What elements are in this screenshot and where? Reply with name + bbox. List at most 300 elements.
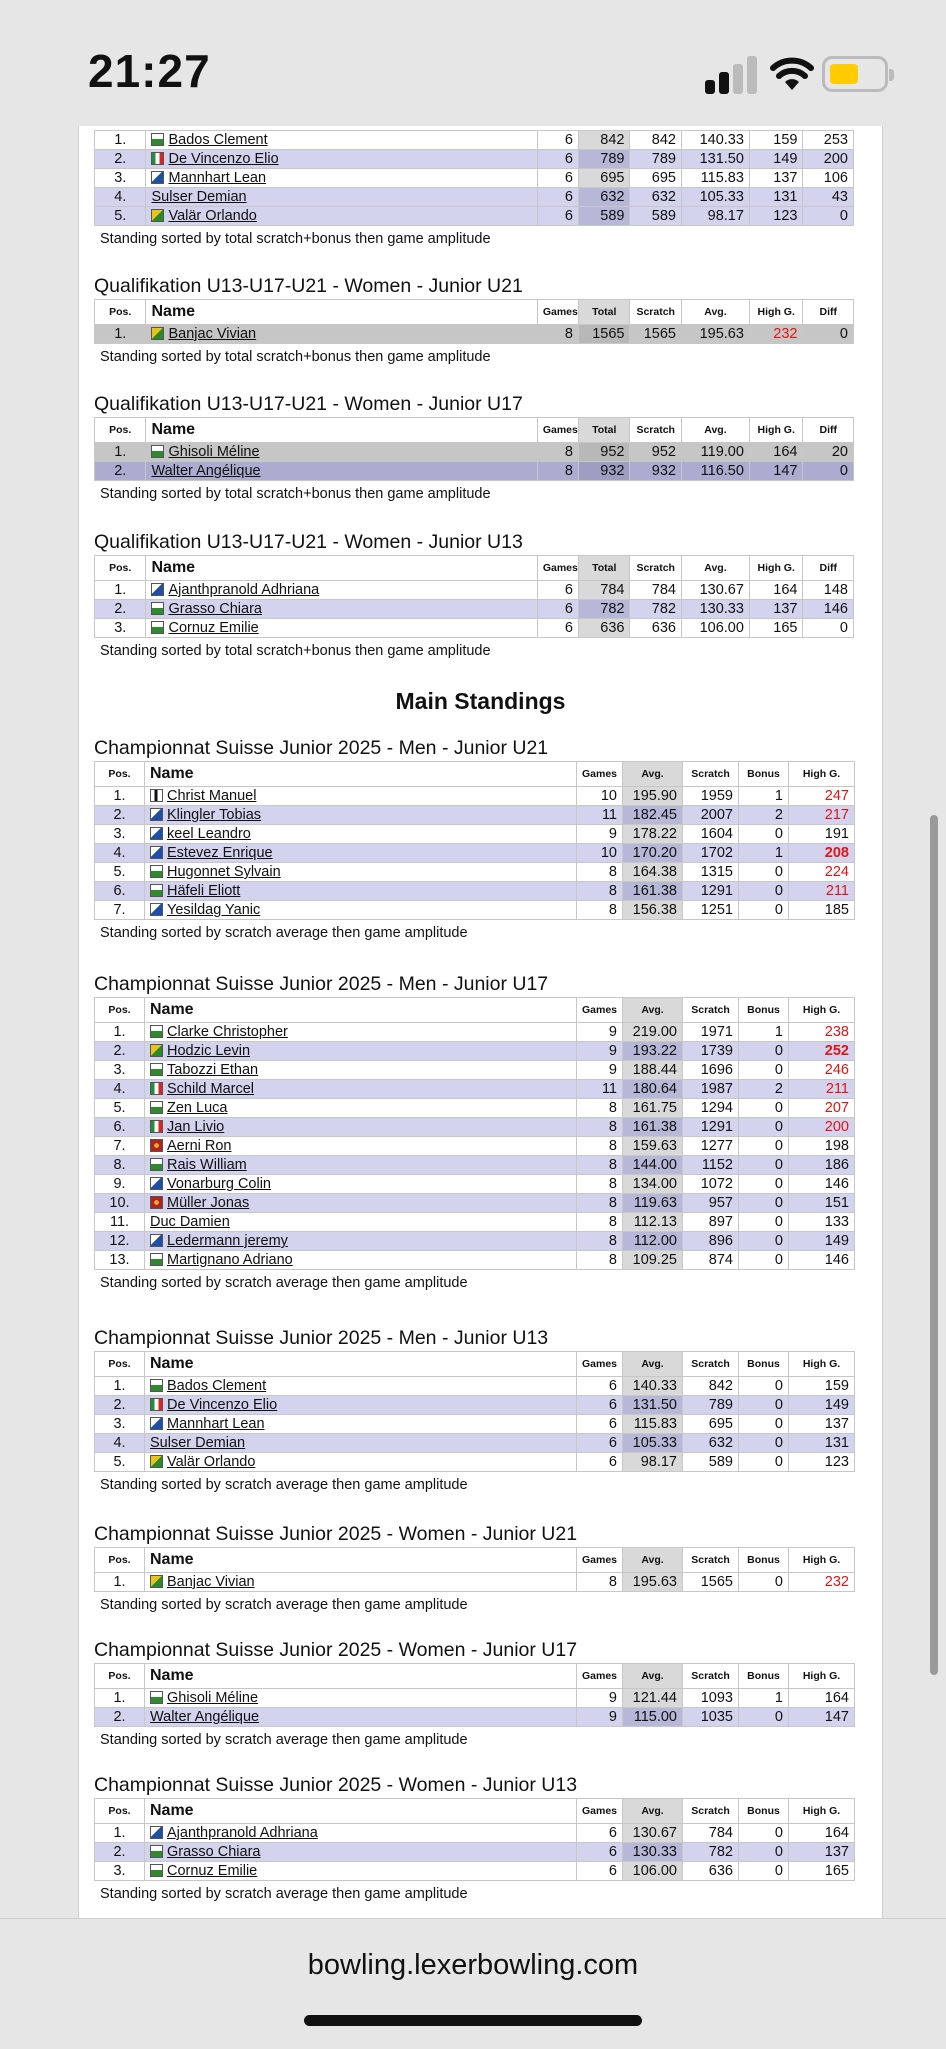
pos-cell: 1. xyxy=(95,1689,145,1708)
pos-cell: 3. xyxy=(95,1862,145,1881)
table-row xyxy=(95,1824,855,1843)
col-avg: Avg. xyxy=(681,556,749,581)
player-link[interactable]: Aerni Ron xyxy=(167,1138,232,1154)
table-row xyxy=(95,1396,855,1415)
club-flag-icon xyxy=(150,865,163,878)
avg-cell: 121.44 xyxy=(623,1689,683,1708)
pos-cell: 4. xyxy=(95,1080,145,1099)
games-cell: 6 xyxy=(577,1824,623,1843)
club-flag-icon xyxy=(150,846,163,859)
player-link[interactable]: Müller Jonas xyxy=(167,1195,250,1211)
player-link[interactable]: Christ Manuel xyxy=(167,788,257,804)
player-name-cell xyxy=(145,1213,577,1232)
player-link[interactable]: Grasso Chiara xyxy=(167,1844,261,1860)
qualification-table xyxy=(94,299,854,344)
player-name-cell xyxy=(145,1099,577,1118)
sort-note: Standing sorted by scratch average then game amplitude xyxy=(100,1732,468,1748)
total-cell: 695 xyxy=(579,169,630,188)
diff-cell: 146 xyxy=(803,600,854,619)
pos-cell: 1. xyxy=(95,787,145,806)
high-game-cell: 137 xyxy=(749,600,803,619)
scratch-cell: 1035 xyxy=(683,1708,739,1727)
player-link[interactable]: Duc Damien xyxy=(150,1214,230,1230)
bonus-cell: 0 xyxy=(739,1175,789,1194)
scratch-cell: 632 xyxy=(630,188,681,207)
table-row xyxy=(95,1232,855,1251)
player-name-cell xyxy=(146,131,537,150)
col-avg: Avg. xyxy=(623,1799,683,1824)
section-title: Qualifikation U13-U17-U21 - Women - Junior U13 xyxy=(94,531,523,553)
standings-table xyxy=(94,1798,855,1881)
cellular-signal-icon xyxy=(705,56,757,94)
player-link[interactable]: keel Leandro xyxy=(167,826,251,842)
table-row xyxy=(95,1175,855,1194)
games-cell: 9 xyxy=(577,825,623,844)
col-scratch: Scratch xyxy=(630,556,681,581)
pos-cell: 1. xyxy=(95,581,146,600)
bonus-cell: 0 xyxy=(739,1708,789,1727)
diff-cell: 0 xyxy=(803,462,854,481)
scratch-cell: 1072 xyxy=(683,1175,739,1194)
pos-cell: 12. xyxy=(95,1232,145,1251)
table-row xyxy=(95,1377,855,1396)
high-game-cell: 159 xyxy=(749,131,803,150)
avg-cell: 131.50 xyxy=(681,150,749,169)
player-name-cell xyxy=(145,825,577,844)
qualification-table xyxy=(94,555,854,638)
high-game-cell: 246 xyxy=(789,1061,855,1080)
qualification-men-u13-section xyxy=(94,130,854,252)
col-scratch: Scratch xyxy=(683,1352,739,1377)
scratch-cell: 957 xyxy=(683,1194,739,1213)
high-game-cell: 247 xyxy=(789,787,855,806)
scratch-cell: 1604 xyxy=(683,825,739,844)
web-page[interactable] xyxy=(78,126,883,1918)
player-link[interactable]: Martignano Adriano xyxy=(167,1252,293,1268)
col-high: High G. xyxy=(789,998,855,1023)
bonus-cell: 0 xyxy=(739,1118,789,1137)
avg-cell: 180.64 xyxy=(623,1080,683,1099)
games-cell: 9 xyxy=(577,1042,623,1061)
pos-cell: 8. xyxy=(95,1156,145,1175)
bonus-cell: 2 xyxy=(739,1080,789,1099)
avg-cell: 164.38 xyxy=(623,863,683,882)
player-link[interactable]: Ajanthpranold Adhriana xyxy=(167,1825,318,1841)
player-name-cell xyxy=(145,1573,577,1592)
diff-cell: 43 xyxy=(803,188,854,207)
col-total: Total xyxy=(579,300,630,325)
main-standings-section xyxy=(94,736,855,946)
player-link[interactable]: Estevez Enrique xyxy=(167,845,273,861)
high-game-cell: 123 xyxy=(749,207,803,226)
games-cell: 8 xyxy=(577,1251,623,1270)
avg-cell: 134.00 xyxy=(623,1175,683,1194)
player-link[interactable]: De Vincenzo Elio xyxy=(168,151,279,167)
player-link[interactable]: Clarke Christopher xyxy=(167,1024,288,1040)
club-flag-icon xyxy=(150,1082,163,1095)
games-cell: 9 xyxy=(577,1689,623,1708)
player-name-cell xyxy=(145,1080,577,1099)
bonus-cell: 0 xyxy=(739,1396,789,1415)
pos-cell: 6. xyxy=(95,882,145,901)
col-name: Name xyxy=(145,1799,577,1824)
table-row xyxy=(95,1061,855,1080)
high-game-cell: 207 xyxy=(789,1099,855,1118)
section-title: Championnat Suisse Junior 2025 - Men - Junior U13 xyxy=(94,1327,549,1349)
games-cell: 9 xyxy=(577,1061,623,1080)
scratch-cell: 1987 xyxy=(683,1080,739,1099)
games-cell: 6 xyxy=(577,1453,623,1472)
avg-cell: 140.33 xyxy=(623,1377,683,1396)
scratch-cell: 1565 xyxy=(630,325,681,344)
player-link[interactable]: Yesildag Yanic xyxy=(167,902,261,918)
col-pos: Pos. xyxy=(95,556,146,581)
avg-cell: 161.38 xyxy=(623,882,683,901)
player-link[interactable]: Banjac Vivian xyxy=(168,326,257,342)
player-link[interactable]: Valär Orlando xyxy=(167,1454,256,1470)
scratch-cell: 695 xyxy=(683,1415,739,1434)
club-flag-icon xyxy=(150,1417,163,1430)
player-name-cell xyxy=(146,600,537,619)
high-game-cell: 137 xyxy=(789,1843,855,1862)
player-link[interactable]: Tabozzi Ethan xyxy=(167,1062,259,1078)
bonus-cell: 0 xyxy=(739,863,789,882)
col-name: Name xyxy=(146,300,537,325)
high-game-cell: 217 xyxy=(789,806,855,825)
player-link[interactable]: Ajanthpranold Adhriana xyxy=(168,582,320,598)
player-link[interactable]: De Vincenzo Elio xyxy=(167,1397,278,1413)
col-pos: Pos. xyxy=(95,1352,145,1377)
player-link[interactable]: Walter Angélique xyxy=(150,1709,260,1725)
player-link[interactable]: Hodzic Levin xyxy=(167,1043,251,1059)
games-cell: 6 xyxy=(537,150,578,169)
high-game-cell: 131 xyxy=(789,1434,855,1453)
standings-table xyxy=(94,761,855,920)
avg-cell: 130.33 xyxy=(623,1843,683,1862)
bonus-cell: 0 xyxy=(739,1434,789,1453)
scratch-cell: 1291 xyxy=(683,1118,739,1137)
games-cell: 8 xyxy=(577,1232,623,1251)
table-row xyxy=(95,1137,855,1156)
qualification-section xyxy=(94,392,854,507)
player-link[interactable]: Rais William xyxy=(167,1157,247,1173)
high-game-cell: 146 xyxy=(789,1175,855,1194)
col-pos: Pos. xyxy=(95,998,145,1023)
avg-cell: 112.13 xyxy=(623,1213,683,1232)
player-name-cell xyxy=(146,581,537,600)
avg-cell: 105.33 xyxy=(623,1434,683,1453)
games-cell: 10 xyxy=(577,787,623,806)
battery-icon xyxy=(822,56,888,92)
col-pos: Pos. xyxy=(95,1548,145,1573)
club-flag-icon xyxy=(150,1845,163,1858)
col-name: Name xyxy=(145,762,577,787)
player-link[interactable]: Bados Clement xyxy=(168,132,268,148)
games-cell: 11 xyxy=(577,1080,623,1099)
pos-cell: 1. xyxy=(95,131,146,150)
col-high: High G. xyxy=(789,1352,855,1377)
sort-note: Standing sorted by total scratch+bonus then game amplitude xyxy=(100,231,491,247)
diff-cell: 253 xyxy=(803,131,854,150)
player-link[interactable]: Cornuz Emilie xyxy=(167,1863,258,1879)
avg-cell: 106.00 xyxy=(681,619,749,638)
section-title: Championnat Suisse Junior 2025 - Men - Junior U21 xyxy=(94,737,549,759)
club-flag-icon xyxy=(151,133,164,146)
total-cell: 789 xyxy=(579,150,630,169)
games-cell: 8 xyxy=(577,1156,623,1175)
player-link[interactable]: Schild Marcel xyxy=(167,1081,255,1097)
club-flag-icon xyxy=(151,171,164,184)
club-flag-icon xyxy=(150,1025,163,1038)
scratch-cell: 784 xyxy=(683,1824,739,1843)
bonus-cell: 0 xyxy=(739,1194,789,1213)
high-game-cell: 164 xyxy=(749,581,803,600)
bonus-cell: 0 xyxy=(739,1232,789,1251)
high-game-cell: 191 xyxy=(789,825,855,844)
player-name-cell xyxy=(145,787,577,806)
col-avg: Avg. xyxy=(623,1664,683,1689)
avg-cell: 195.90 xyxy=(623,787,683,806)
col-avg: Avg. xyxy=(623,1548,683,1573)
sort-note: Standing sorted by scratch average then game amplitude xyxy=(100,1477,468,1493)
high-game-cell: 164 xyxy=(789,1824,855,1843)
games-cell: 8 xyxy=(577,1137,623,1156)
col-games: Games xyxy=(577,998,623,1023)
player-name-cell xyxy=(145,1862,577,1881)
pos-cell: 5. xyxy=(95,207,146,226)
player-name-cell xyxy=(145,1453,577,1472)
pos-cell: 5. xyxy=(95,863,145,882)
avg-cell: 195.63 xyxy=(681,325,749,344)
player-name-cell xyxy=(146,325,537,344)
club-flag-icon xyxy=(150,1196,163,1209)
club-flag-icon xyxy=(151,327,164,340)
total-cell: 636 xyxy=(579,619,630,638)
col-diff: Diff xyxy=(803,300,854,325)
table-header-row xyxy=(95,998,855,1023)
diff-cell: 148 xyxy=(803,581,854,600)
table-row xyxy=(95,863,855,882)
high-game-cell: 185 xyxy=(789,901,855,920)
pos-cell: 1. xyxy=(95,1023,145,1042)
high-game-cell: 146 xyxy=(789,1251,855,1270)
club-flag-icon xyxy=(150,1379,163,1392)
scratch-cell: 632 xyxy=(683,1434,739,1453)
scratch-cell: 896 xyxy=(683,1232,739,1251)
col-scratch: Scratch xyxy=(683,998,739,1023)
bonus-cell: 0 xyxy=(739,1061,789,1080)
table-header-row xyxy=(95,1799,855,1824)
player-link[interactable]: Ghisoli Méline xyxy=(167,1690,259,1706)
club-flag-icon xyxy=(151,152,164,165)
scratch-cell: 589 xyxy=(683,1453,739,1472)
scratch-cell: 1251 xyxy=(683,901,739,920)
player-link[interactable]: Hugonnet Sylvain xyxy=(167,864,281,880)
col-avg: Avg. xyxy=(623,762,683,787)
sort-note: Standing sorted by total scratch+bonus then game amplitude xyxy=(100,349,491,365)
table-row xyxy=(95,1434,855,1453)
club-flag-icon xyxy=(151,602,164,615)
table-row xyxy=(95,581,854,600)
scratch-cell: 1152 xyxy=(683,1156,739,1175)
player-link[interactable]: Ledermann jeremy xyxy=(167,1233,288,1249)
pos-cell: 1. xyxy=(95,1377,145,1396)
avg-cell: 130.67 xyxy=(681,581,749,600)
high-game-cell: 165 xyxy=(789,1862,855,1881)
player-name-cell xyxy=(145,1434,577,1453)
table-row xyxy=(95,844,855,863)
pos-cell: 2. xyxy=(95,1042,145,1061)
player-link[interactable]: Sulser Demian xyxy=(150,1435,246,1451)
pos-cell: 2. xyxy=(95,600,146,619)
player-link[interactable]: Vonarburg Colin xyxy=(167,1176,271,1192)
pos-cell: 7. xyxy=(95,901,145,920)
player-link[interactable]: Bados Clement xyxy=(167,1378,267,1394)
club-flag-icon xyxy=(150,1253,163,1266)
bonus-cell: 0 xyxy=(739,1862,789,1881)
diff-cell: 0 xyxy=(803,619,854,638)
high-game-cell: 149 xyxy=(749,150,803,169)
player-name-cell xyxy=(146,443,537,462)
player-name-cell xyxy=(146,462,537,481)
avg-cell: 140.33 xyxy=(681,131,749,150)
table-row xyxy=(95,1118,855,1137)
player-link[interactable]: Ghisoli Méline xyxy=(168,444,260,460)
section-title: Championnat Suisse Junior 2025 - Women - Junior U17 xyxy=(94,1639,578,1661)
player-name-cell xyxy=(146,188,537,207)
player-name-cell xyxy=(145,1137,577,1156)
scratch-cell: 1093 xyxy=(683,1689,739,1708)
pos-cell: 2. xyxy=(95,462,146,481)
player-link[interactable]: Sulser Demian xyxy=(151,189,247,205)
col-avg: Avg. xyxy=(623,998,683,1023)
club-flag-icon xyxy=(150,1158,163,1171)
player-link[interactable]: Jan Livio xyxy=(167,1119,225,1135)
avg-cell: 115.00 xyxy=(623,1708,683,1727)
table-row xyxy=(95,462,854,481)
games-cell: 8 xyxy=(577,1194,623,1213)
player-name-cell xyxy=(145,1194,577,1213)
table-header-row xyxy=(95,556,854,581)
club-flag-icon xyxy=(151,209,164,222)
player-name-cell xyxy=(145,844,577,863)
high-game-cell: 164 xyxy=(749,443,803,462)
qualification-section xyxy=(94,274,854,370)
player-link[interactable]: Mannhart Lean xyxy=(167,1416,265,1432)
col-name: Name xyxy=(145,1548,577,1573)
avg-cell: 116.50 xyxy=(681,462,749,481)
scratch-cell: 932 xyxy=(630,462,681,481)
games-cell: 8 xyxy=(577,863,623,882)
player-link[interactable]: Walter Angélique xyxy=(151,463,261,479)
club-flag-icon xyxy=(150,1826,163,1839)
games-cell: 6 xyxy=(577,1377,623,1396)
col-high: High G. xyxy=(749,300,803,325)
status-time: 21:27 xyxy=(88,45,211,97)
col-avg: Avg. xyxy=(623,1352,683,1377)
player-link[interactable]: Valär Orlando xyxy=(168,208,257,224)
col-high: High G. xyxy=(789,1548,855,1573)
table-row xyxy=(95,1708,855,1727)
col-games: Games xyxy=(577,762,623,787)
col-name: Name xyxy=(146,556,537,581)
scratch-cell: 782 xyxy=(683,1843,739,1862)
games-cell: 8 xyxy=(577,1099,623,1118)
qualification-table xyxy=(94,417,854,481)
avg-cell: 170.20 xyxy=(623,844,683,863)
scratch-cell: 1971 xyxy=(683,1023,739,1042)
club-flag-icon xyxy=(150,1063,163,1076)
player-name-cell xyxy=(145,1689,577,1708)
scratch-cell: 789 xyxy=(630,150,681,169)
sort-note: Standing sorted by total scratch+bonus then game amplitude xyxy=(100,486,491,502)
url-display[interactable]: bowling.lexerbowling.com xyxy=(307,1949,639,1981)
col-pos: Pos. xyxy=(95,300,146,325)
table-row xyxy=(95,600,854,619)
high-game-cell: 159 xyxy=(789,1377,855,1396)
scratch-cell: 1291 xyxy=(683,882,739,901)
games-cell: 6 xyxy=(577,1415,623,1434)
pos-cell: 2. xyxy=(95,1708,145,1727)
player-name-cell xyxy=(145,1023,577,1042)
games-cell: 6 xyxy=(537,188,578,207)
high-game-cell: 133 xyxy=(789,1213,855,1232)
table-header-row xyxy=(95,1548,855,1573)
bonus-cell: 0 xyxy=(739,1377,789,1396)
table-row xyxy=(95,1042,855,1061)
avg-cell: 161.75 xyxy=(623,1099,683,1118)
scratch-cell: 1565 xyxy=(683,1573,739,1592)
player-link[interactable]: Mannhart Lean xyxy=(168,170,267,186)
player-link[interactable]: Banjac Vivian xyxy=(167,1574,255,1590)
pos-cell: 3. xyxy=(95,825,145,844)
col-games: Games xyxy=(577,1799,623,1824)
bonus-cell: 1 xyxy=(739,844,789,863)
scratch-cell: 842 xyxy=(630,131,681,150)
table-row xyxy=(95,325,854,344)
total-cell: 952 xyxy=(579,443,630,462)
player-link[interactable]: Häfeli Eliott xyxy=(167,883,241,899)
player-link[interactable]: Zen Luca xyxy=(167,1100,228,1116)
scratch-cell: 1696 xyxy=(683,1061,739,1080)
col-bonus: Bonus xyxy=(739,1799,789,1824)
section-title: Championnat Suisse Junior 2025 - Women - Junior U21 xyxy=(94,1523,578,1545)
avg-cell: 112.00 xyxy=(623,1232,683,1251)
scratch-cell: 1315 xyxy=(683,863,739,882)
section-title: Championnat Suisse Junior 2025 - Women - Junior U13 xyxy=(94,1774,578,1796)
col-high: High G. xyxy=(789,1664,855,1689)
player-link[interactable]: Klingler Tobias xyxy=(167,807,262,823)
high-game-cell: 224 xyxy=(789,863,855,882)
scrollbar[interactable] xyxy=(930,815,938,1675)
col-scratch: Scratch xyxy=(630,418,681,443)
avg-cell: 156.38 xyxy=(623,901,683,920)
player-name-cell xyxy=(145,1415,577,1434)
player-link[interactable]: Grasso Chiara xyxy=(168,601,262,617)
scratch-cell: 2007 xyxy=(683,806,739,825)
home-indicator[interactable] xyxy=(304,2015,642,2026)
diff-cell: 0 xyxy=(803,325,854,344)
pos-cell: 13. xyxy=(95,1251,145,1270)
table-row xyxy=(95,207,854,226)
player-link[interactable]: Cornuz Emilie xyxy=(168,620,259,636)
table-row xyxy=(95,619,854,638)
high-game-cell: 208 xyxy=(789,844,855,863)
games-cell: 8 xyxy=(577,1118,623,1137)
table-row xyxy=(95,443,854,462)
bonus-cell: 0 xyxy=(739,1156,789,1175)
col-pos: Pos. xyxy=(95,762,145,787)
